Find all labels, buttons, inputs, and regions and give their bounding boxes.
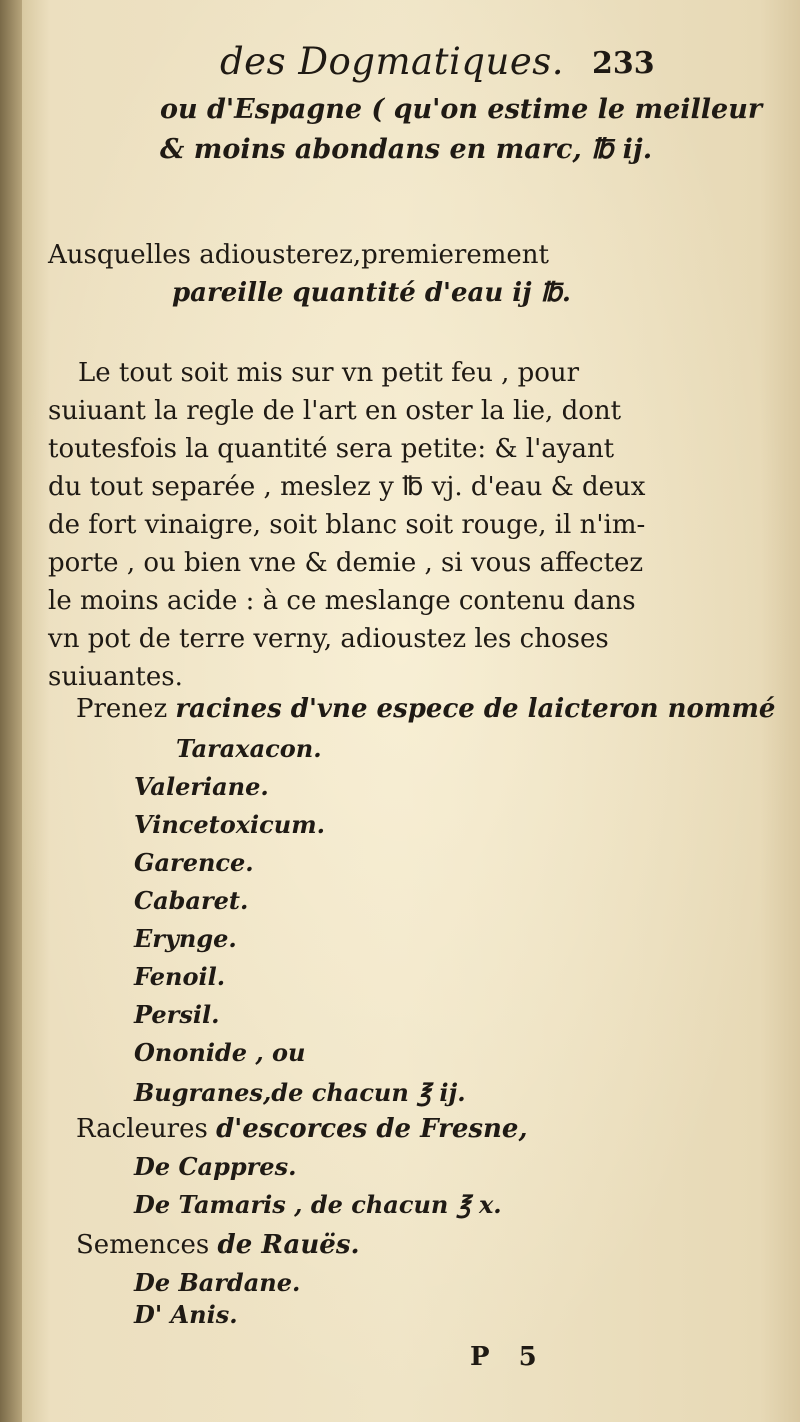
paragraph-1-line-1: Ausquelles adiousterez,premierement <box>48 240 549 270</box>
paragraph-2-line: Le tout soit mis sur vn petit feu , pour <box>78 358 580 388</box>
recipe-item: Bugranes,de chacun ℥ ij. <box>134 1078 466 1107</box>
running-title: des Dogmatiques. <box>220 40 564 83</box>
paragraph-2-line: de fort vinaigre, soit blanc soit rouge, il n'im- <box>48 510 646 540</box>
recipe-item: De Tamaris , de chacun ℥ x. <box>134 1190 502 1219</box>
paragraph-2-line: vn pot de terre verny, adioustez les choses <box>48 624 609 654</box>
recipe-item: Taraxacon. <box>176 734 322 763</box>
recipe-heading <box>76 694 775 724</box>
recipe-group-2-rest: d'escorces de Fresne, <box>216 1114 528 1144</box>
recipe-group-2-word: Racleures <box>76 1114 208 1144</box>
paragraph-1-line-2: pareille quantité d'eau ij ℔. <box>172 278 571 308</box>
recipe-item: D' Anis. <box>134 1300 238 1329</box>
recipe-heading-rest: racines d'vne espece de laicteron nommé <box>175 694 776 724</box>
binding-gutter <box>0 0 22 1422</box>
recipe-item: Garence. <box>134 848 254 877</box>
paragraph-2-line: suiuantes. <box>48 662 183 692</box>
recipe-item: Vincetoxicum. <box>134 810 325 839</box>
recipe-item: Persil. <box>134 1000 220 1029</box>
recipe-group-3-word: Semences <box>76 1230 210 1260</box>
paragraph-2-line: suiuant la regle de l'art en oster la lie, dont <box>48 396 622 426</box>
recipe-item: Valeriane. <box>134 772 269 801</box>
recipe-item: De Bardane. <box>134 1268 301 1297</box>
recipe-group-2-heading <box>76 1114 528 1144</box>
intro-line-1: ou d'Espagne ( qu'on estime le meilleur <box>160 94 763 125</box>
recipe-item: Cabaret. <box>134 886 249 915</box>
page-number: 233 <box>592 46 655 81</box>
intro-line-2: & moins abondans en marc, ℔ ij. <box>160 134 653 165</box>
recipe-item: De Cappres. <box>134 1152 297 1181</box>
paragraph-2-line: du tout separée , meslez y ℔ vj. d'eau & deux <box>48 472 646 502</box>
recipe-group-3-heading <box>76 1230 360 1260</box>
recipe-item: Erynge. <box>134 924 237 953</box>
paragraph-2-line: porte , ou bien vne & demie , si vous affectez <box>48 548 644 578</box>
recipe-heading-word: Prenez <box>76 694 168 724</box>
paragraph-2-line: le moins acide : à ce meslange contenu dans <box>48 586 636 616</box>
recipe-group-3-rest: de Rauës. <box>217 1230 360 1260</box>
recipe-item: Ononide , ou <box>134 1038 306 1067</box>
paragraph-2-line: toutesfois la quantité sera petite: & l'ayant <box>48 434 615 464</box>
recipe-item: Fenoil. <box>134 962 226 991</box>
signature-mark: P 5 <box>470 1342 547 1372</box>
